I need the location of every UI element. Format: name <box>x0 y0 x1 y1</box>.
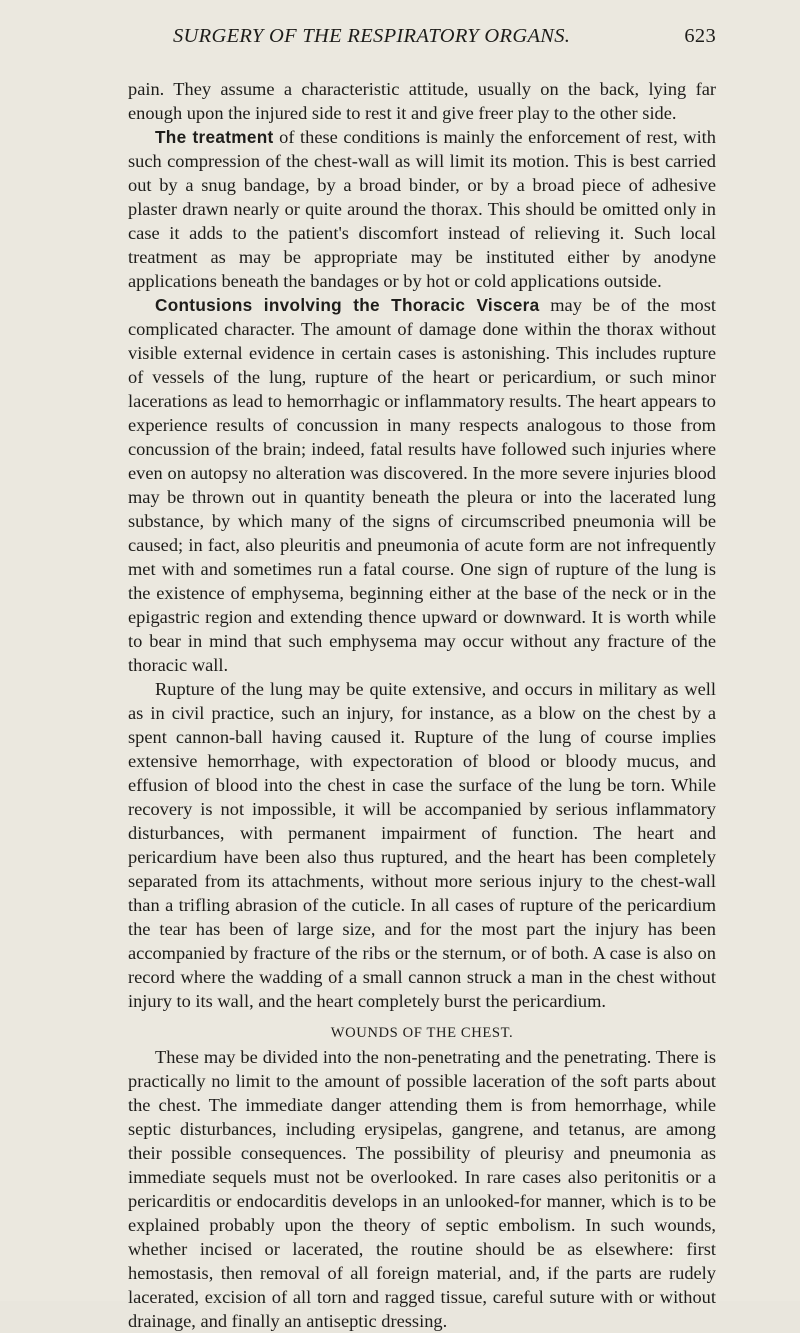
body-text <box>128 77 716 1333</box>
running-title: SURGERY OF THE RESPIRATORY ORGANS. <box>173 25 571 47</box>
paragraph: These may be divided into the non-penetrating and the penetrating. There is practically no limit to the amount of possible laceration of the soft parts about the chest. The immediate danger attending them is from hemorrhage, while septic disturbances, including erysipelas, gangrene, and tetanus, are among their possible consequences. The possibility of pleurisy and pneumonia as immediate sequels must not be overlooked. In rare cases also peritonitis or a pericarditis or endocarditis develops in an unlooked-for manner, which is to be explained probably upon the theory of septic embolism. In such wounds, whether incised or lacerated, the routine should be as elsewhere: first hemostasis, then removal of all foreign material, and, if the parts are rudely lacerated, excision of all torn and ragged tissue, careful suture with or without drainage, and finally an antiseptic dressing. <box>128 1047 716 1331</box>
section-heading: WOUNDS OF THE CHEST. <box>330 1025 514 1041</box>
paragraph: pain. They assume a characteristic attitude, usually on the back, lying far enough upon the injured side to rest it and give freer play to the other side. <box>128 79 716 123</box>
paragraph: The treatment of these conditions is mainly the enforcement of rest, with such compression of the chest-wall as will limit its motion. This is best carried out by a snug bandage, by a broad binder, or by a broad piece of adhesive plaster drawn nearly or quite around the thorax. This should be omitted only in case it adds to the patient's discomfort instead of relieving it. Such local treatment as may be appropriate may be instituted either by anodyne applications beneath the bandages or by hot or cold applications outside. <box>128 127 716 291</box>
page-number: 623 <box>684 25 716 47</box>
paragraph: Rupture of the lung may be quite extensive, and occurs in military as well as in civil practice, such an injury, for instance, as a blow on the chest by a spent cannon-ball having caused it. Rupture of the lung of course implies extensive hemorrhage, with expectoration of blood or bloody mucus, and effusion of blood into the chest in case the surface of the lung be torn. While recovery is not impossible, it will be accompanied by serious inflammatory disturbances, with permanent impairment of function. The heart and pericardium have been also thus ruptured, and the heart has been completely separated from its attachments, without more serious injury to the chest-wall than a trifling abrasion of the cuticle. In all cases of rupture of the pericardium the tear has been of large size, and for the most part the injury has been accompanied by fracture of the ribs or the sternum, or of both. A case is also on record where the wadding of a small cannon struck a man in the chest without injury to its wall, and the heart completely burst the pericardium. <box>128 679 716 1011</box>
running-head <box>128 25 716 55</box>
paragraph: Contusions involving the Thoracic Viscera may be of the most complicated character. The amount of damage done within the thorax without visible external evidence in certain cases is astonishing. This includes rupture of vessels of the lung, rupture of the heart or pericardium, or such minor lacerations as lead to hemorrhagic or inflammatory results. The heart appears to experience results of concussion in many respects analogous to those from concussion of the brain; indeed, fatal results have followed such injuries where even on autopsy no alteration was discovered. In the more severe injuries blood may be thrown out in quantity beneath the pleura or into the lacerated lung substance, by which many of the signs of circumscribed pneumonia will be caused; in fact, also pleuritis and pneumonia of acute form are not infrequently met with and sometimes run a fatal course. One sign of rupture of the lung is the existence of emphysema, beginning either at the base of the neck or in the epigastric region and extending thence upward or downward. It is worth while to bear in mind that such emphysema may occur without any fracture of the thoracic wall. <box>128 295 716 675</box>
run-in-heading: Contusions involving the Thoracic Viscera <box>155 295 540 315</box>
run-in-heading: The treatment <box>155 127 274 147</box>
